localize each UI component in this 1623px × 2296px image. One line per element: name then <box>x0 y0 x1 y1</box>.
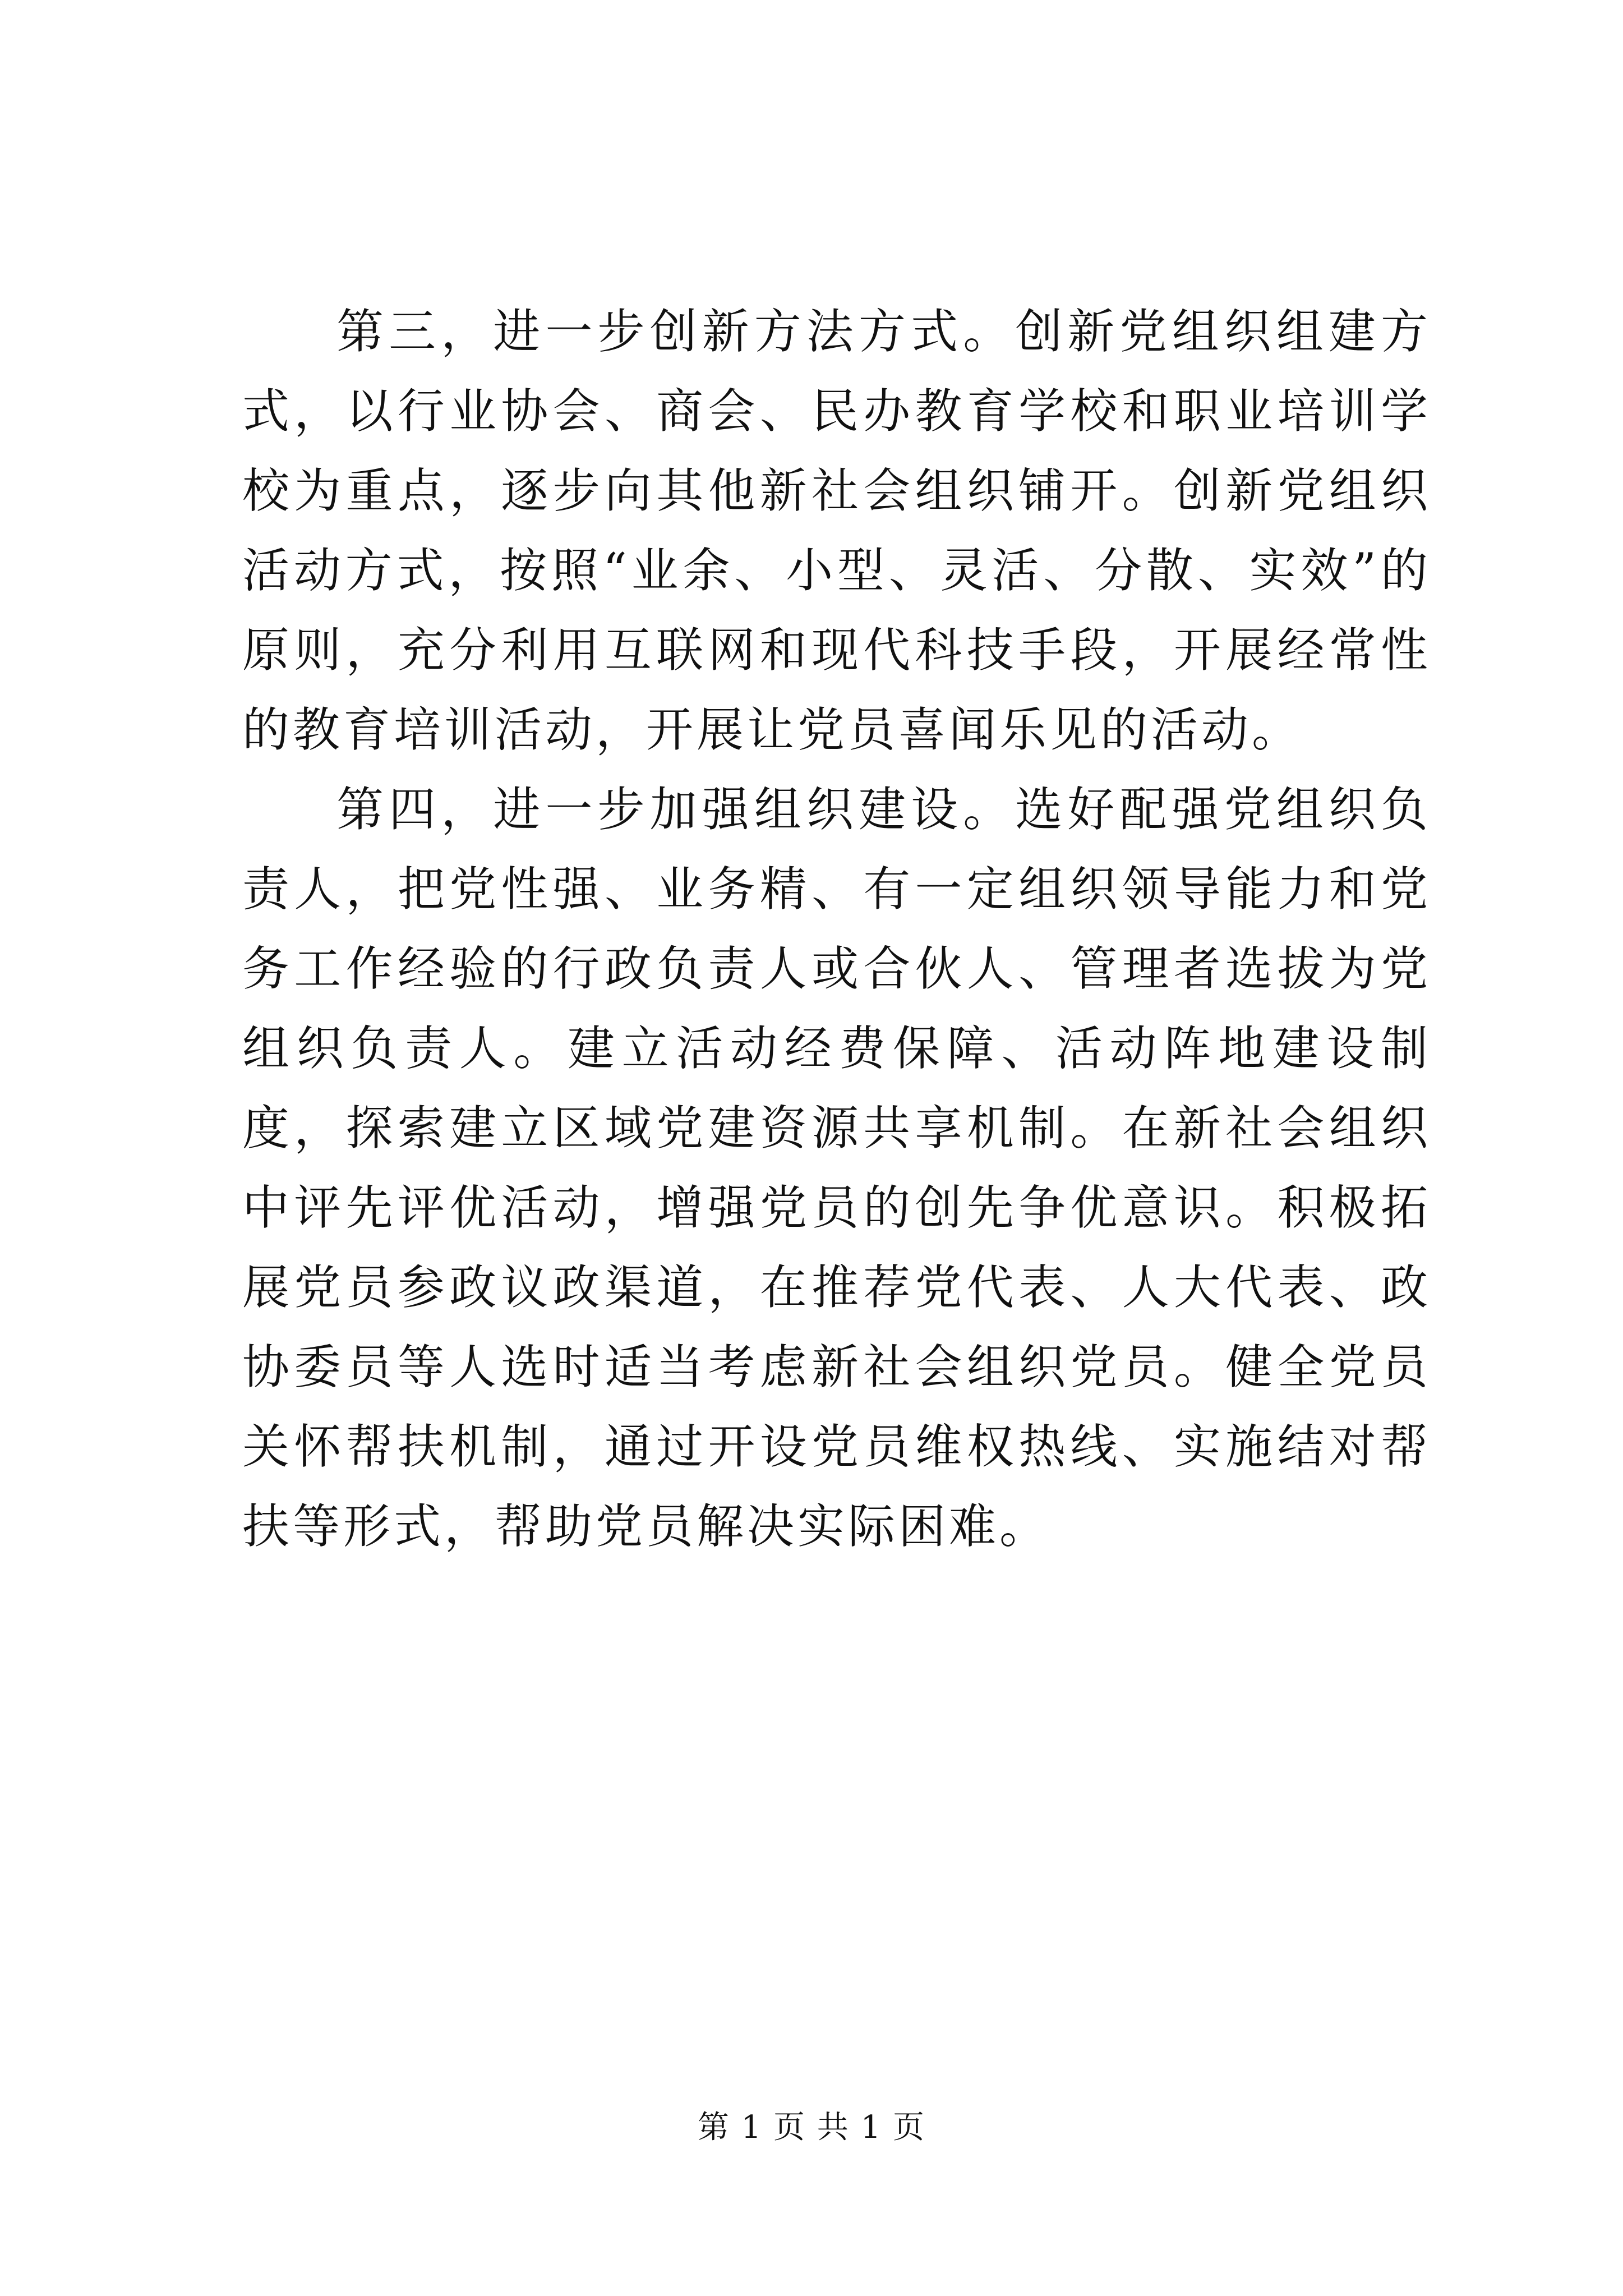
paragraph-fourth-point: 第四，进一步加强组织建设。选好配强党组织负责人，把党性强、业务精、有一定组织领导能力和党务工作经验的行政负责人或合伙人、管理者选拔为党组织负责人。建立活动经费保障、活动阵地建设制度，探索建立区域党建资源共享机制。在新社会组织中评先评优活动，增强党员的创先争优意识。积极拓展党员参政议政渠道，在推荐党代表、人大代表、政协委员等人选时适当考虑新社会组织党员。健全党员关怀帮扶机制，通过开设党员维权热线、实施结对帮扶等形式，帮助党员解决实际困难。 <box>242 782 1431 1554</box>
paragraph-third-point: 第三，进一步创新方法方式。创新党组织组建方式，以行业协会、商会、民办教育学校和职业培训学校为重点，逐步向其他新社会组织铺开。创新党组织活动方式，按照“业余、小型、灵活、分散、实效”的原则，充分利用互联网和现代科技手段，开展经常性的教育培训活动，开展让党员喜闻乐见的活动。 <box>242 304 1431 757</box>
page-footer: 第 1 页 共 1 页 <box>697 2109 926 2146</box>
document-body <box>242 292 1431 1566</box>
